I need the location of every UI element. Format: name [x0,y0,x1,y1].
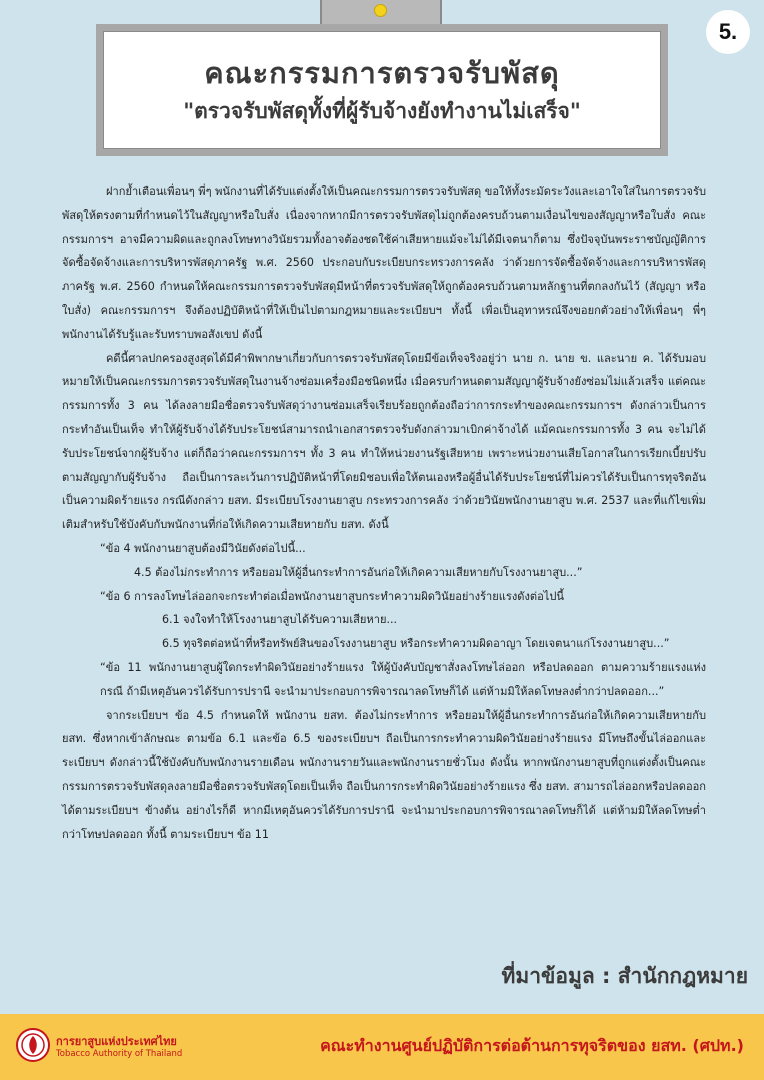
org-name-thai: การยาสูบแห่งประเทศไทย [56,1035,177,1048]
paragraph-conclusion: จากระเบียบฯ ข้อ 4.5 กำหนดให้ พนักงาน ยสท. ต้องไม่กระทำการ หรือยอมให้ผู้อื่นกระทำการอันก่อให้เกิดความเสียหายกับ ยสท. ซึ่งหากเข้าลักษณะ ตามข้อ 6.1 และข้อ 6.5 ของระเบียบฯ ถือเป็นการกระทำความผิดวินัยอย่างร้ายแรง มีโทษถึงขั้นไล่ออกและระเบียบฯ ดังกล่าวนี้ใช้บังคับกับพนักงานรายเดือน พนักงานรายวันและพนักงานรายชั่วโมง ดังนั้น หากพนักงานยาสูบที่ถูกแต่งตั้งเป็นคณะกรรมการตรวจรับพัสดุลงลายมือชื่อตรวจรับพัสดุโดยเป็นเท็จ ถือเป็นการกระทำผิดวินัยอย่างร้ายแรง ซึ่ง ยสท. สามารถไล่ออกหรือปลดออกได้ตามระเบียบฯ ข้างต้น อย่างไรก็ดี หากมีเหตุอันควรได้รับการปรานี จะนำมาประกอบการพิจารณาลดโทษก็ได้ แต่ห้ามมิให้ลดโทษต่ำกว่าโทษปลดออก ทั้งนี้ ตามระเบียบฯ ข้อ 11 [62,708,706,841]
quote-clause-4-5: 4.5 ต้องไม่กระทำการ หรือยอมให้ผู้อื่นกระทำการอันก่อให้เกิดความเสียหายกับโรงงานยาสูบ...” [134,565,583,579]
source-credit: ที่มาข้อมูล : สำนักกฎหมาย [501,964,748,988]
paragraph-case: คดีนี้ศาลปกครองสูงสุดได้มีคำพิพากษาเกี่ยวกับการตรวจรับพัสดุโดยมีข้อเท็จจริงอยู่ว่า นาย ก. นาย ข. และนาย ค. ได้รับมอบหมายให้เป็นคณะกรรมการตรวจรับพัสดุในงานจ้างซ่อมเครื่องมือชนิดหนึ่ง เมื่อครบกำหนดตามสัญญาผู้รับจ้างยังซ่อมไม่แล้วเสร็จ แต่คณะกรรมการทั้ง 3 คน ได้ลงลายมือชื่อตรวจรับพัสดุว่างานซ่อมเสร็จเรียบร้อยถูกต้องถือว่าการกระทำของคณะกรรมการฯ ดังกล่าวเป็นการกระทำอันเป็นเท็จ ทำให้ผู้รับจ้างได้รับประโยชน์สามารถนำเอกสารตรวจรับดังกล่าวมาเบิกค่าจ้างได้ แม้คณะกรรมการทั้ง 3 คน จะไม่ได้รับประโยชน์จากผู้รับจ้าง แต่ก็ถือว่าคณะกรรมการฯ ทั้ง 3 คน ทำให้หน่วยงานรัฐเสียหาย เพราะหน่วยงานเสียโอกาสในการเรียกเบี้ยปรับตามสัญญากับผู้รับจ้าง ถือเป็นการละเว้นการปฏิบัติหน้าที่โดยมิชอบเพื่อให้ตนเองหรือผู้อื่นได้รับประโยชน์ที่ไม่ควรได้รับเป็นการทุจริตอันเป็นความผิดร้ายแรง กรณีดังกล่าว ยสท. มีระเบียบโรงงานยาสูบ กระทรวงการคลัง ว่าด้วยวินัยพนักงานยาสูบ พ.ศ. 2537 และที่แก้ไขเพิ่มเติมสำหรับใช้บังคับกับพนักงานที่ก่อให้เกิดความเสียหายกับ ยสท. ดังนี้ [62,351,706,532]
quote-clause-11: “ข้อ 11 พนักงานยาสูบผู้ใดกระทำผิดวินัยอย่างร้ายแรง ให้ผู้บังคับบัญชาสั่งลงโทษไล่ออก หรือปลดออก ตามความร้ายแรงแห่งกรณี ถ้ามีเหตุอันควรได้รับการปรานี จะนำมาประกอบการพิจารณาลดโทษก็ได้ แต่ห้ามมิให้ลดโทษลงต่ำกว่าปลดออก...” [100,660,706,698]
pin-icon [374,4,387,17]
org-name-english: Tobacco Authority of Thailand [56,1049,183,1059]
page-number-badge: 5. [706,10,750,54]
page-title: คณะกรรมการตรวจรับพัสดุ [204,55,560,90]
page-subtitle: "ตรวจรับพัสดุทั้งที่ผู้รับจ้างยังทำงานไม่เสร็จ" [183,99,581,124]
quote-clause-4: “ข้อ 4 พนักงานยาสูบต้องมีวินัยดังต่อไปนี้... [100,541,306,555]
paragraph-intro: ฝากย้ำเตือนเพื่อนๆ พี่ๆ พนักงานที่ได้รับแต่งตั้งให้เป็นคณะกรรมการตรวจรับพัสดุ ขอให้ทั้งระมัดระวังและเอาใจใส่ในการตรวจรับพัสดุให้ตรงตามที่กำหนดไว้ในสัญญาหรือใบสั่ง เนื่องจากหากมีการตรวจรับพัสดุไม่ถูกต้องครบถ้วนตามเงื่อนไขของสัญญาหรือใบสั่ง คณะกรรมการฯ อาจมีความผิดและถูกลงโทษทางวินัยรวมทั้งอาจต้องชดใช้ค่าเสียหายแม้จะไม่ได้มีเจตนาก็ตาม ซึ่งปัจจุบันพระราชบัญญัติการจัดซื้อจัดจ้างและการบริหารพัสดุภาครัฐ พ.ศ. 2560 ประกอบกับระเบียบกระทรวงการคลัง ว่าด้วยการจัดซื้อจัดจ้างและการบริหารพัสดุภาครัฐ พ.ศ. 2560 กำหนดให้คณะกรรมการตรวจรับพัสดุมีหน้าที่ตรวจรับพัสดุให้ถูกต้องครบถ้วนตามหลักฐานที่ตกลงกันไว้ (สัญญา หรือใบสั่ง) คณะกรรมการฯ จึงต้องปฏิบัติหน้าที่ให้เป็นไปตามกฎหมายและระเบียบฯ ทั้งนี้ เพื่อเป็นอุทาหรณ์จึงขอยกตัวอย่างให้เพื่อนๆ พี่ๆ พนักงานได้รับรู้และรับทราบพอสังเขป ดังนี้ [62,185,706,341]
footer-bar [0,1014,764,1080]
title-board-inner [103,31,661,149]
title-board [96,24,668,156]
quote-clause-6: “ข้อ 6 การลงโทษไล่ออกจะกระทำต่อเมื่อพนักงานยาสูบกระทำความผิดวินัยอย่างร้ายแรงดังต่อไปนี้ [100,589,564,603]
footer-caption: คณะทำงานศูนย์ปฏิบัติการต่อต้านการทุจริตของ ยสท. (ศปท.) [320,1036,744,1055]
quote-clause-6-1: 6.1 จงใจทำให้โรงงานยาสูบได้รับความเสียหาย... [162,613,398,627]
tat-logo-icon [16,1028,50,1062]
quote-clause-6-5: 6.5 ทุจริตต่อหน้าที่หรือทรัพย์สินของโรงงานยาสูบ หรือกระทำความผิดอาญา โดยเจตนาแก่โรงงานยาสูบ...” [162,637,670,651]
article-body [62,180,706,846]
